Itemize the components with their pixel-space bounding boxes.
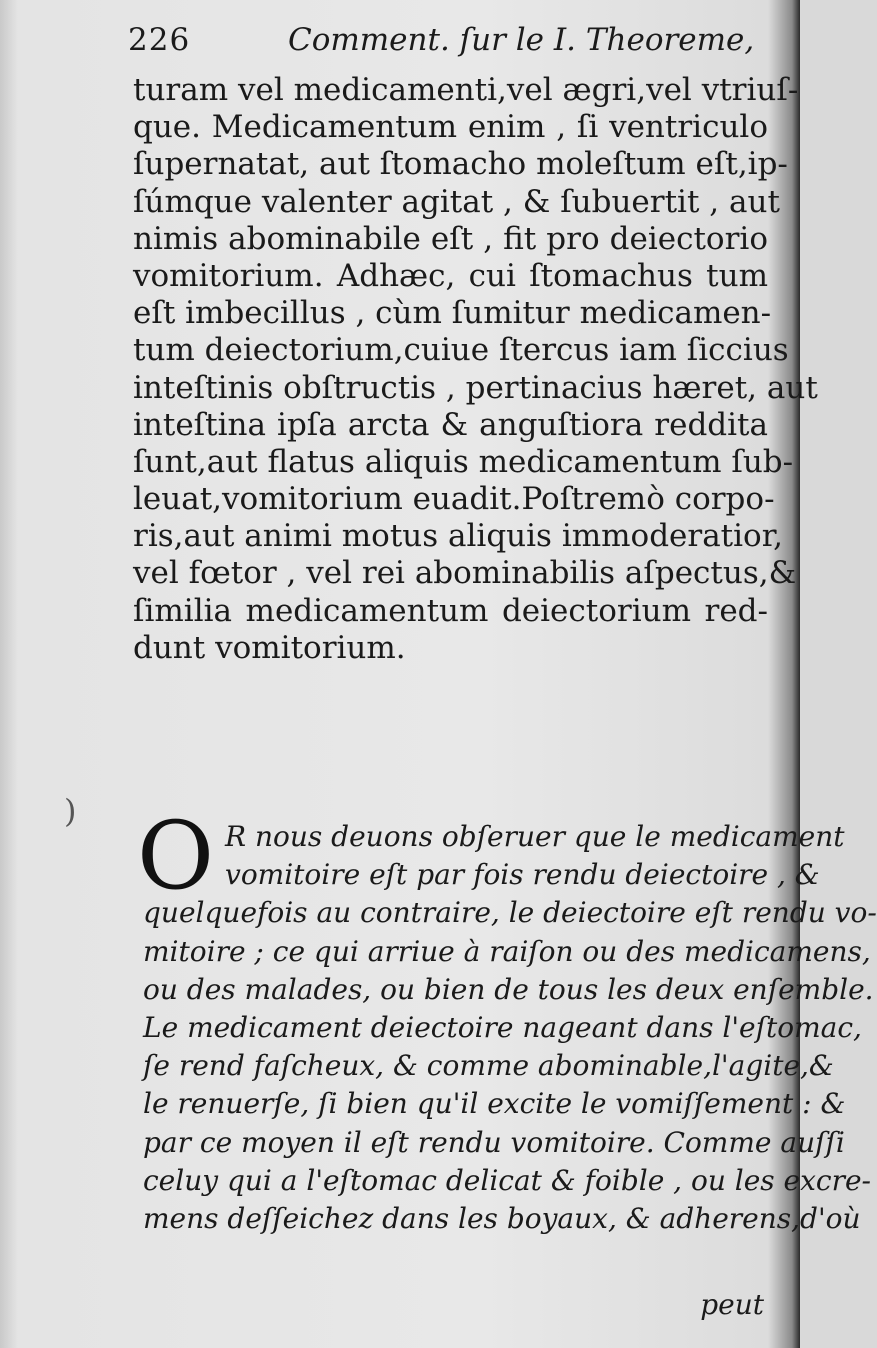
text-line: ſe rend faſcheux, & comme abominable,l'agite,& <box>143 1049 834 1083</box>
text-line: nimis abominabile eſt , fit pro deiectorio <box>133 220 768 257</box>
page-number: 226 <box>128 22 191 58</box>
text-line: ſimilia medicamentum deiectorium red- <box>133 592 768 629</box>
text-line: ſunt,aut flatus aliquis medicamentum ſub- <box>133 443 794 480</box>
catchword: peut <box>700 1288 764 1321</box>
text-line: mens deſſeichez dans les boyaux, & adherens,d'où <box>143 1201 861 1235</box>
text-line: turam vel medicamenti,vel ægri,vel vtriuſ- <box>133 72 799 108</box>
text-line: inteſtinis obſtructis , pertinacius hæret, aut <box>133 369 818 406</box>
text-line: celuy qui a l'eſtomac delicat & foible , ou les excre- <box>143 1163 872 1197</box>
text-line: vel fœtor , vel rei abominabilis aſpectus,& <box>133 555 797 592</box>
text-line: vomitorium. Adhæc, cui ſtomachus tum <box>133 257 768 294</box>
text-line: eſt imbecillus , cùm ſumitur medicamen- <box>133 295 772 332</box>
text-line: tum deiectorium,cuiue ſtercus iam ſiccius <box>133 332 789 369</box>
page-header <box>128 22 760 68</box>
text-line: dunt vomitorium. <box>133 629 406 666</box>
text-line: Le medicament deiectoire nageant dans l'eſtomac, <box>143 1010 862 1044</box>
french-paragraph <box>137 802 877 1238</box>
text-line: inteſtina ipſa arcta & anguſtiora reddita <box>133 406 768 443</box>
text-line: vomitoire eſt par fois rendu deiectoire , & <box>225 858 820 892</box>
margin-mark: ) <box>64 792 77 830</box>
text-line: R nous deuons obſeruer que le medicament <box>225 820 845 853</box>
text-line: ſúmque valenter agitat , & ſubuertit , aut <box>133 183 780 220</box>
latin-paragraph <box>133 72 818 667</box>
text-line: quelquefois au contraire, le deiectoire eſt rendu vo- <box>143 896 877 930</box>
text-line: ris,aut animi motus aliquis immoderatior, <box>133 518 783 555</box>
text-line: ou des malades, ou bien de tous les deux enſemble. <box>143 972 874 1006</box>
running-title: Comment. ſur le I. Theoreme, <box>288 22 755 58</box>
text-line: ſupernatat, aut ſtomacho moleſtum eſt,ip- <box>133 146 788 183</box>
text-line: leuat,vomitorium euadit.Poſtremò corpo- <box>133 481 775 518</box>
text-line: par ce moyen il eſt rendu vomitoire. Comme auſſi <box>143 1125 845 1159</box>
text-line: mitoire ; ce qui arriue à raiſon ou des medicamens, <box>143 934 871 968</box>
drop-cap: O <box>137 802 215 911</box>
text-line: que. Medicamentum enim , ſi ventriculo <box>133 109 768 146</box>
text-line: le renuerſe, ſi bien qu'il excite le vomiſſement : & <box>143 1087 846 1121</box>
